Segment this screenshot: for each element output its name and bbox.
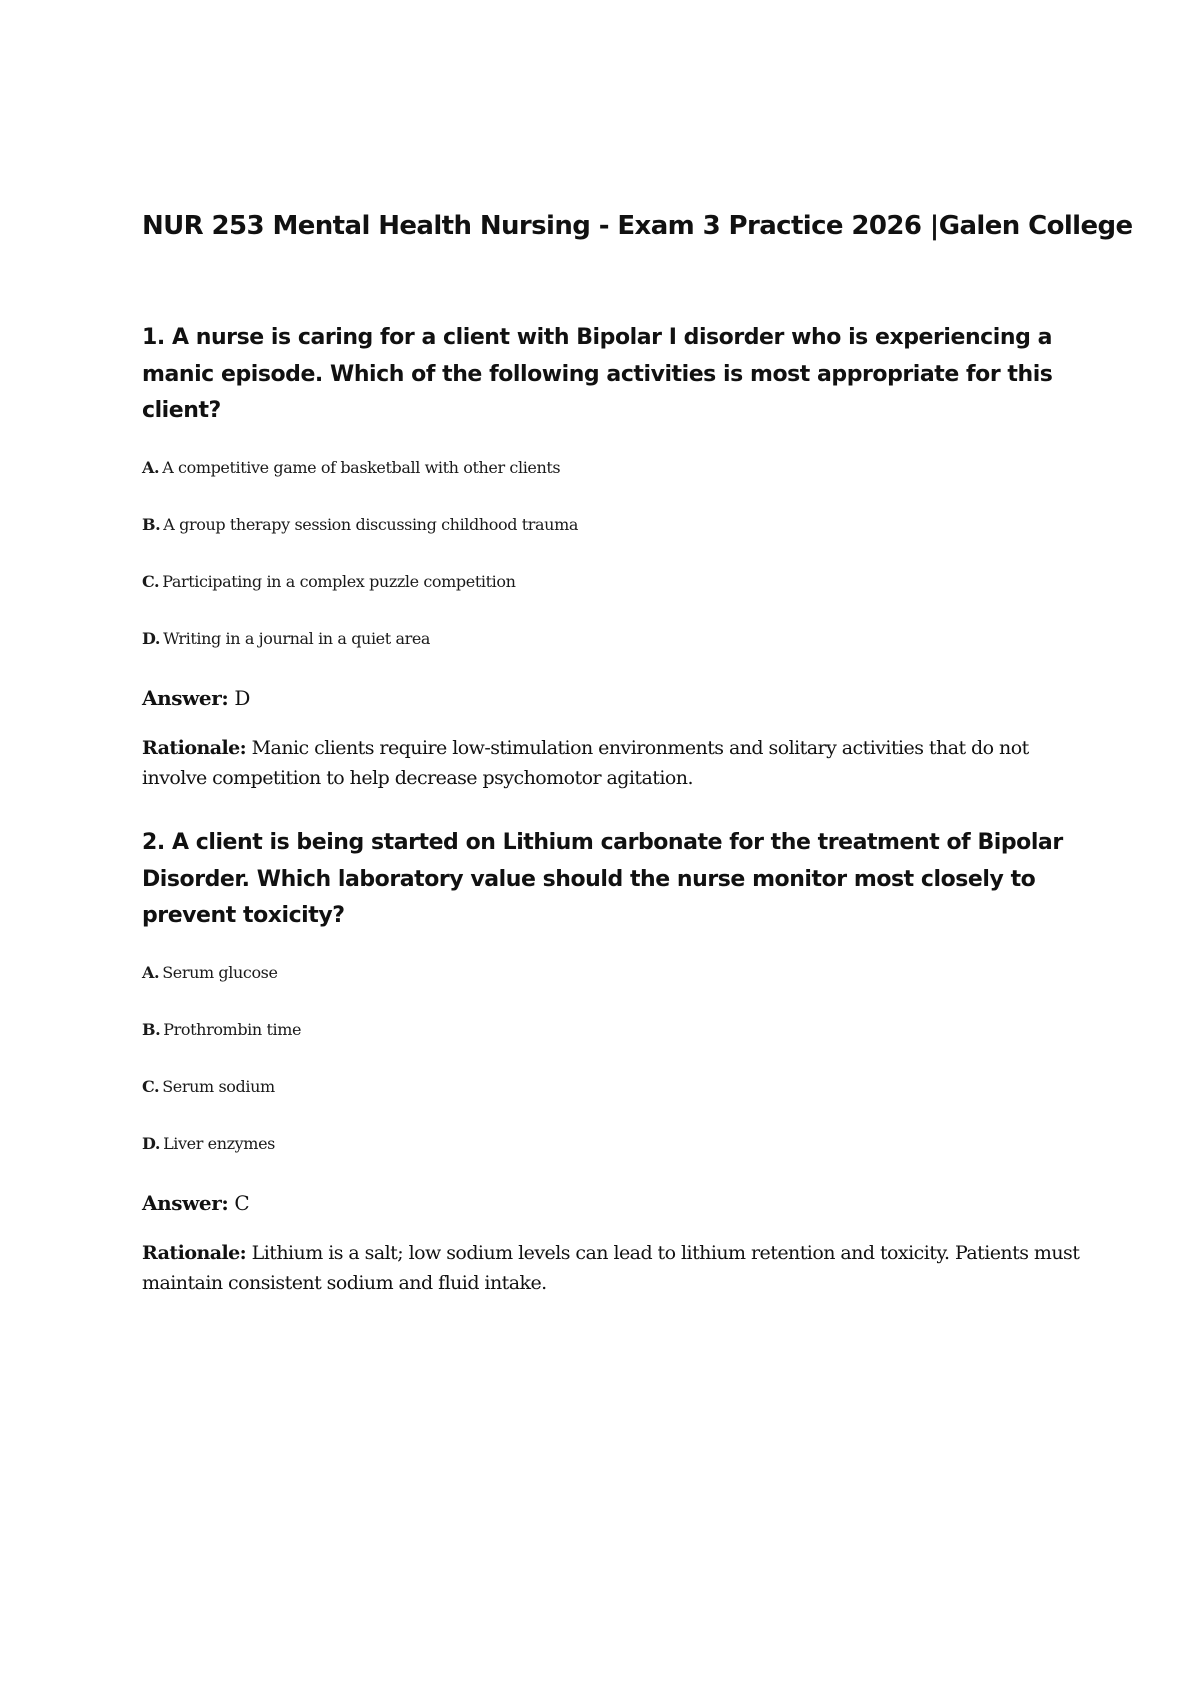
option-text: A competitive game of basketball with other clients: [162, 457, 561, 477]
question-1-option-b: [142, 514, 1082, 536]
question-1-option-d: [142, 628, 1082, 650]
rationale-text: Manic clients require low-stimulation environments and solitary activities that do not involve competition to help decrease psychomotor agitation.: [142, 736, 1029, 789]
rationale-label: Rationale:: [142, 1241, 247, 1264]
option-letter: C.: [142, 571, 160, 591]
question-2-option-d: [142, 1133, 1082, 1155]
question-2-rationale: [142, 1238, 1082, 1298]
option-letter: B.: [142, 514, 161, 534]
question-1: [142, 320, 1082, 793]
option-letter: A.: [142, 962, 160, 982]
option-text: A group therapy session discussing childhood trauma: [163, 514, 578, 534]
option-text: Serum glucose: [162, 962, 278, 982]
question-2-option-c: [142, 1076, 1082, 1098]
question-1-rationale: [142, 733, 1082, 793]
option-text: Writing in a journal in a quiet area: [163, 628, 431, 648]
question-1-text: 1. A nurse is caring for a client with Bipolar I disorder who is experiencing a manic episode. Which of the following activities is most appropriate for this client?: [142, 325, 1053, 423]
rationale-label: Rationale:: [142, 736, 247, 759]
option-letter: D.: [142, 1133, 161, 1153]
question-2-answer: [142, 1189, 1082, 1217]
rationale-text: Lithium is a salt; low sodium levels can lead to lithium retention and toxicity. Patients must maintain consistent sodium and fluid intake.: [142, 1241, 1080, 1294]
option-text: Liver enzymes: [163, 1133, 275, 1153]
question-1-options: [142, 457, 1082, 650]
question-2-options: [142, 962, 1082, 1155]
option-text: Serum sodium: [162, 1076, 275, 1096]
option-letter: A.: [142, 457, 160, 477]
document-title: NUR 253 Mental Health Nursing - Exam 3 Practice 2026 |Galen College: [142, 211, 1133, 241]
question-2-text: 2. A client is being started on Lithium carbonate for the treatment of Bipolar Disorder. Which laboratory value should the nurse monitor most closely to prevent toxicity?: [142, 830, 1063, 928]
answer-value: C: [234, 1190, 250, 1215]
question-2: [142, 825, 1082, 1298]
question-2-option-a: [142, 962, 1082, 984]
option-text: Prothrombin time: [163, 1019, 302, 1039]
answer-value: D: [234, 685, 250, 710]
option-text: Participating in a complex puzzle competition: [162, 571, 516, 591]
answer-label: Answer:: [142, 685, 229, 710]
answer-label: Answer:: [142, 1190, 229, 1215]
option-letter: B.: [142, 1019, 161, 1039]
question-1-option-c: [142, 571, 1082, 593]
option-letter: D.: [142, 628, 161, 648]
question-1-option-a: [142, 457, 1082, 479]
option-letter: C.: [142, 1076, 160, 1096]
question-1-answer: [142, 684, 1082, 712]
question-2-option-b: [142, 1019, 1082, 1041]
